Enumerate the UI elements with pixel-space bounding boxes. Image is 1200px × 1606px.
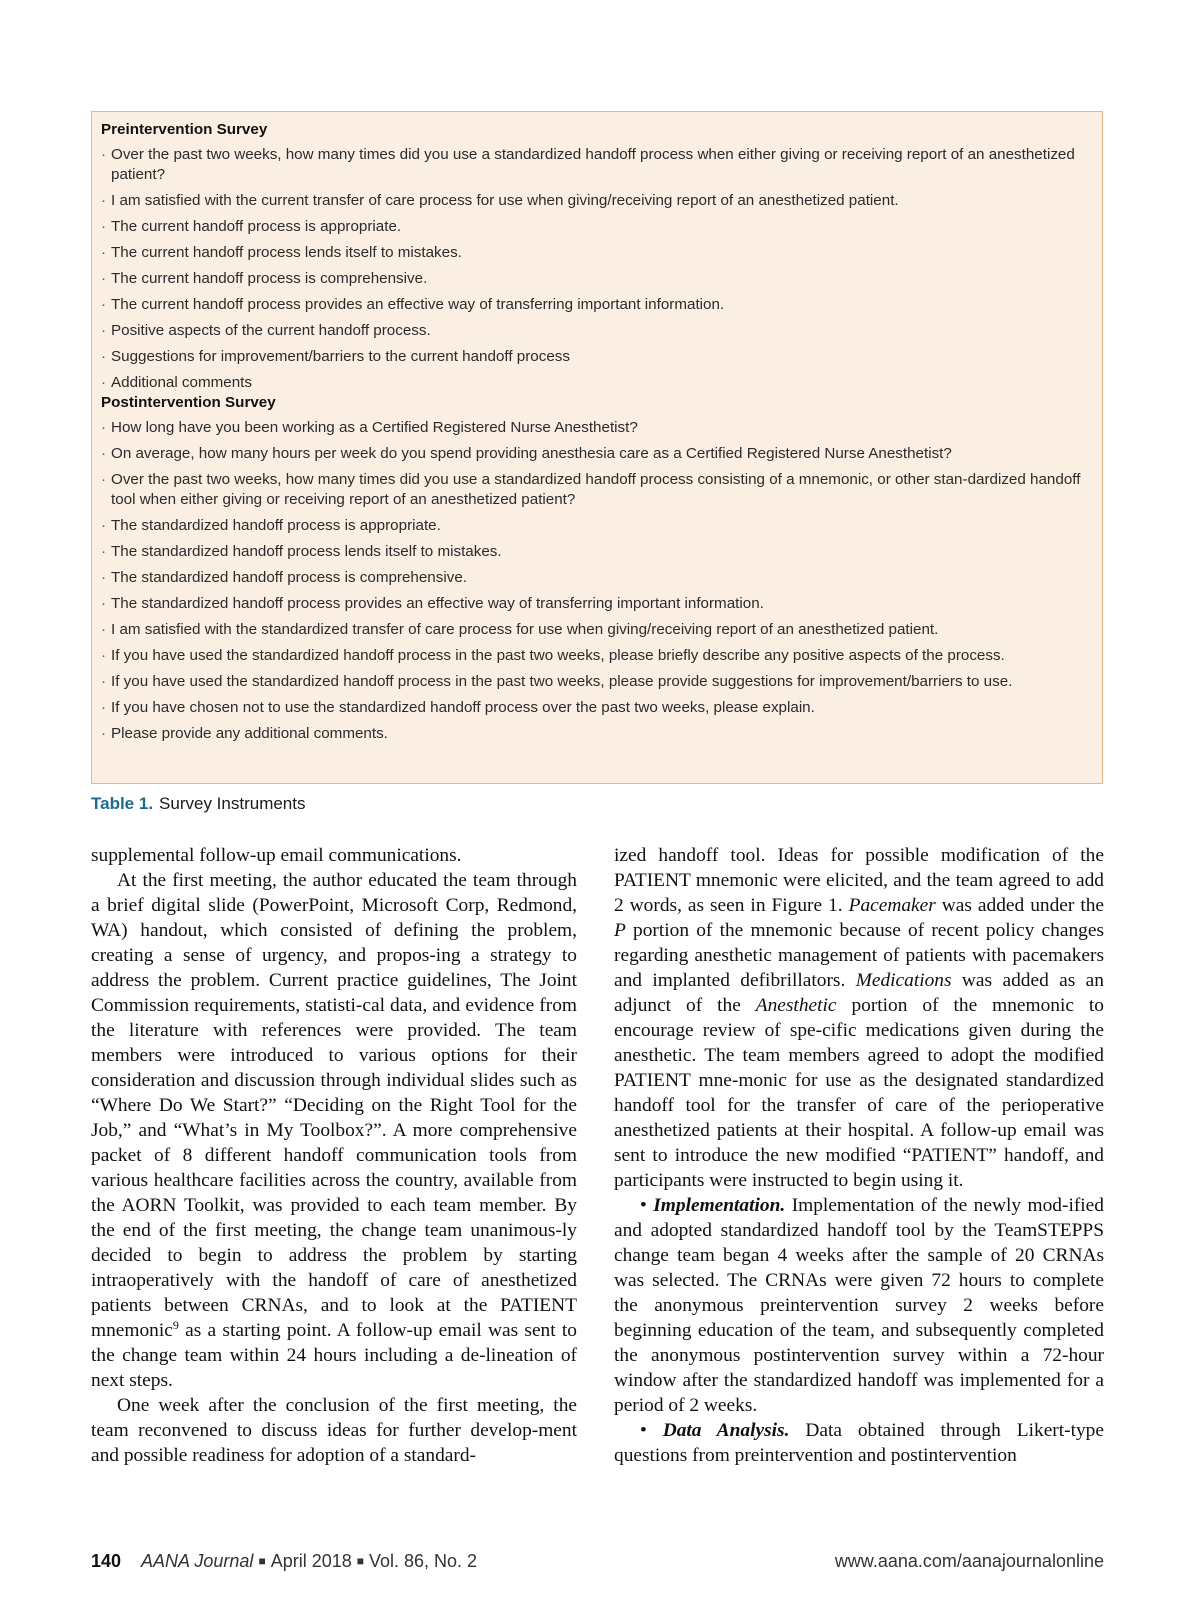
survey-question bbox=[101, 516, 1092, 536]
survey-question bbox=[101, 295, 1092, 315]
survey-question-text: The current handoff process lends itself to mistakes. bbox=[111, 244, 462, 261]
survey-question bbox=[101, 698, 1092, 718]
paragraph-text: was added as an adjunct of the bbox=[614, 970, 1104, 1016]
bullet: · bbox=[101, 146, 107, 163]
bullet: · bbox=[101, 595, 107, 612]
paragraph-text: was added under the bbox=[935, 895, 1105, 916]
survey-question bbox=[101, 646, 1092, 666]
survey-question-text: The current handoff process provides an effective way of transferring important information. bbox=[111, 296, 725, 313]
paragraph bbox=[614, 1418, 1104, 1468]
survey-question-text: The standardized handoff process lends itself to mistakes. bbox=[111, 543, 502, 560]
paragraph-text: At the first meeting, the author educated the team through a brief digital slide (PowerPoint, Microsoft Corp, Redmond, WA) handout, which consisted of defining the problem, creating a sense of urgency, and propos-ing a strategy to address the problem. Current practice guidelines, The Joint Commission requirements, statisti-cal data, and evidence from the literature with references were provided. The team members were introduced to various options for their consideration and discussion through individual slides such as “Where Do We Start?” “Deciding on the Right Tool for the Job,” and “What’s in My Toolbox?”. A more comprehensive packet of 8 different handoff communication tools from various healthcare facilities across the country, available from the AORN Toolkit, was provided to each team member. By the end of the first meeting, the change team unanimous-ly decided to begin to address the problem by starting intraoperatively with the handoff of care of anesthetized patients between CRNAs, and to look at the PATIENT mnemonic bbox=[91, 870, 577, 1341]
survey-question bbox=[101, 620, 1092, 640]
paragraph: One week after the conclusion of the first meeting, the team reconvened to discuss ideas for further develop-ment and possible readiness for adoption of a standard- bbox=[91, 1395, 577, 1466]
bullet: · bbox=[101, 543, 107, 560]
bullet: · bbox=[101, 569, 107, 586]
survey-question-text: Over the past two weeks, how many times did you use a standardized handoff process consisting of a mnemonic, or other stan-dardized handoff tool when either giving or receiving report of an anesthetized patient? bbox=[111, 471, 1081, 508]
bullet: · bbox=[101, 673, 107, 690]
paragraph-text: Data obtained through Likert-type questions from preintervention and postintervention bbox=[614, 1420, 1104, 1466]
journal-name: AANA Journal bbox=[141, 1551, 254, 1571]
bullet: · bbox=[101, 621, 107, 638]
survey-question-text: If you have used the standardized handoff process in the past two weeks, please briefly describe any positive aspects of the process. bbox=[111, 647, 1005, 664]
bullet: · bbox=[101, 374, 107, 391]
bullet: · bbox=[101, 192, 107, 209]
bullet: · bbox=[101, 471, 107, 488]
survey-question-text: Positive aspects of the current handoff process. bbox=[111, 322, 431, 339]
survey-question-text: Please provide any additional comments. bbox=[111, 725, 388, 742]
survey-question bbox=[101, 269, 1092, 289]
survey-question-text: I am satisfied with the current transfer of care process for use when giving/receiving report of an anesthetized patient. bbox=[111, 192, 899, 209]
issue-date: April 2018 bbox=[270, 1551, 352, 1571]
paragraph bbox=[91, 868, 577, 1393]
survey-question-text: The standardized handoff process is appropriate. bbox=[111, 517, 441, 534]
run-in-heading: Implementation. bbox=[653, 1195, 786, 1216]
preintervention-list bbox=[101, 145, 1092, 393]
survey-question-text: The standardized handoff process is comprehensive. bbox=[111, 569, 467, 586]
survey-question bbox=[101, 444, 1092, 464]
paragraph-text: portion of the mnemonic because of recent policy changes regarding anesthetic management of patients with pacemakers and implanted defibrillators. bbox=[614, 920, 1104, 991]
separator: ■ bbox=[258, 1554, 266, 1568]
survey-question-text: Suggestions for improvement/barriers to the current handoff process bbox=[111, 348, 570, 365]
survey-question bbox=[101, 373, 1092, 393]
survey-question-text: The current handoff process is appropriate. bbox=[111, 218, 402, 235]
postintervention-heading: Postintervention Survey bbox=[101, 394, 276, 411]
bullet: · bbox=[101, 647, 107, 664]
bullet: · bbox=[101, 445, 107, 462]
bullet: • bbox=[640, 1195, 654, 1216]
survey-question bbox=[101, 243, 1092, 263]
survey-question-text: If you have used the standardized handoff process in the past two weeks, please provide suggestions for improvement/barriers to use. bbox=[111, 673, 1013, 690]
postintervention-list bbox=[101, 418, 1092, 744]
citation-superscript: 9 bbox=[172, 1318, 179, 1332]
bullet: · bbox=[101, 244, 107, 261]
bullet: · bbox=[101, 270, 107, 287]
body-column-right bbox=[614, 843, 1104, 1468]
run-in-heading: Data Analysis. bbox=[662, 1420, 790, 1441]
survey-question-text: How long have you been working as a Certified Registered Nurse Anesthetist? bbox=[111, 419, 638, 436]
survey-question bbox=[101, 145, 1092, 185]
survey-question bbox=[101, 347, 1092, 367]
table-caption-label: Table 1. bbox=[91, 794, 154, 813]
survey-question-text: The standardized handoff process provides an effective way of transferring important information. bbox=[111, 595, 764, 612]
survey-instruments-table bbox=[91, 111, 1103, 784]
survey-question bbox=[101, 321, 1092, 341]
survey-question-text: The current handoff process is comprehensive. bbox=[111, 270, 428, 287]
survey-question bbox=[101, 217, 1092, 237]
paragraph-text: Implementation of the newly mod-ified and adopted standardized handoff tool by the TeamSTEPPS change team began 4 weeks after the sample of 20 CRNAs was selected. The CRNAs were given 72 hours to complete the anonymous preintervention survey 2 weeks before beginning education of the team, and subsequently completed the anonymous postintervention survey within a 72-hour window after the standardized handoff was implemented for a period of 2 weeks. bbox=[614, 1195, 1104, 1416]
paragraph-text: portion of the mnemonic to encourage review of spe-cific medications given during the anesthetic. The team members agreed to adopt the modified PATIENT mne-monic for use as the designated standardized handoff tool for the transfer of care of the perioperative anesthetized patients at their hospital. A follow-up email was sent to introduce the new modified “PATIENT” handoff, and participants were instructed to begin using it. bbox=[614, 995, 1104, 1191]
bullet: · bbox=[101, 419, 107, 436]
survey-question bbox=[101, 418, 1092, 438]
survey-question-text: I am satisfied with the standardized transfer of care process for use when giving/receiving report of an anesthetized patient. bbox=[111, 621, 939, 638]
bullet: • bbox=[640, 1420, 663, 1441]
table-caption-text: Survey Instruments bbox=[159, 794, 306, 813]
paragraph-text: ized handoff tool. Ideas for possible modification of the PATIENT mnemonic were elicited, and the team agreed to add 2 words, as seen in Figure 1. bbox=[614, 845, 1104, 916]
survey-question bbox=[101, 542, 1092, 562]
page-footer bbox=[91, 1551, 1104, 1572]
italic-term: Anesthetic bbox=[755, 995, 837, 1016]
survey-question-text: If you have chosen not to use the standardized handoff process over the past two weeks, please explain. bbox=[111, 699, 815, 716]
bullet: · bbox=[101, 699, 107, 716]
body-column-left bbox=[91, 843, 577, 1468]
italic-term: P bbox=[614, 920, 626, 941]
paragraph: supplemental follow-up email communications. bbox=[91, 845, 462, 866]
paragraph bbox=[614, 1193, 1104, 1418]
bullet: · bbox=[101, 517, 107, 534]
journal-url[interactable]: www.aana.com/aanajournalonline bbox=[834, 1551, 1104, 1571]
bullet: · bbox=[101, 725, 107, 742]
survey-question-text: On average, how many hours per week do you spend providing anesthesia care as a Certified Registered Nurse Anesthetist? bbox=[111, 445, 952, 462]
separator: ■ bbox=[356, 1554, 364, 1568]
page-number: 140 bbox=[91, 1551, 122, 1571]
italic-term: Medications bbox=[855, 970, 952, 991]
preintervention-heading: Preintervention Survey bbox=[101, 121, 268, 138]
bullet: · bbox=[101, 348, 107, 365]
table-caption bbox=[91, 794, 306, 814]
volume: Vol. 86, No. 2 bbox=[369, 1551, 478, 1571]
survey-question-text: Over the past two weeks, how many times did you use a standardized handoff process when either giving or receiving report of an anesthetized patient? bbox=[111, 146, 1075, 183]
survey-question bbox=[101, 191, 1092, 211]
survey-question bbox=[101, 724, 1092, 744]
bullet: · bbox=[101, 296, 107, 313]
paragraph bbox=[614, 843, 1104, 1193]
survey-question bbox=[101, 672, 1092, 692]
bullet: · bbox=[101, 218, 107, 235]
italic-term: Pacemaker bbox=[848, 895, 936, 916]
survey-question bbox=[101, 594, 1092, 614]
survey-question-text: Additional comments bbox=[111, 374, 252, 391]
survey-question bbox=[101, 470, 1092, 510]
survey-question bbox=[101, 568, 1092, 588]
paragraph-text: as a starting point. A follow-up email was sent to the change team within 24 hours including a de-lineation of next steps. bbox=[91, 1320, 577, 1391]
bullet: · bbox=[101, 322, 107, 339]
